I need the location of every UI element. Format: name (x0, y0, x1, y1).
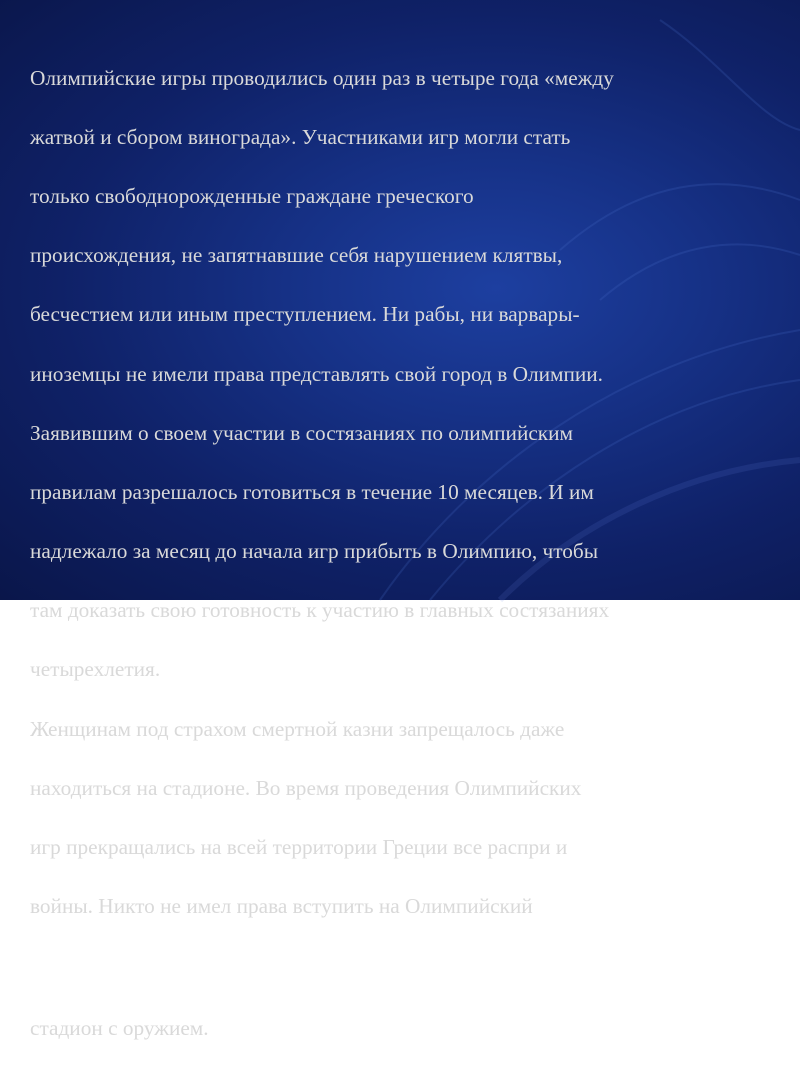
text-line: жатвой и сбором винограда». Участниками игр могли стать (30, 124, 571, 149)
text-line: надлежало за месяц до начала игр прибыть в Олимпию, чтобы (30, 539, 599, 564)
text-line: только свободнорожденные граждане греческого (30, 183, 474, 208)
text-line: там доказать свою готовность к участию в главных состязаниях (30, 598, 610, 623)
text-line: Заявившим о своем участии в состязаниях по олимпийским (30, 420, 574, 445)
text-line: стадион с оружием. (30, 1016, 209, 1040)
text-line: находиться на стадионе. Во время проведения Олимпийских (30, 775, 582, 800)
text-line: бесчестием или иным преступлением. Ни рабы, ни варвары- (30, 302, 580, 327)
text-line: игр прекращались на всей территории Греции все распри и (30, 835, 568, 860)
slide-body-text (30, 34, 775, 1073)
text-line: иноземцы не имели права представлять свой город в Олимпии. (30, 361, 603, 386)
text-line: происхождения, не запятнавшие себя нарушением клятвы, (30, 243, 563, 268)
text-line: войны. Никто не имел права вступить на Олимпийский (30, 894, 533, 919)
text-line: Женщинам под страхом смертной казни запрещалось даже (30, 716, 565, 741)
text-line: Олимпийские игры проводились один раз в четыре года «между (30, 65, 614, 90)
paragraph-gap (30, 951, 775, 984)
text-line: четырехлетия. (30, 657, 161, 682)
text-line: правилам разрешалось готовиться в течение 10 месяцев. И им (30, 479, 594, 504)
